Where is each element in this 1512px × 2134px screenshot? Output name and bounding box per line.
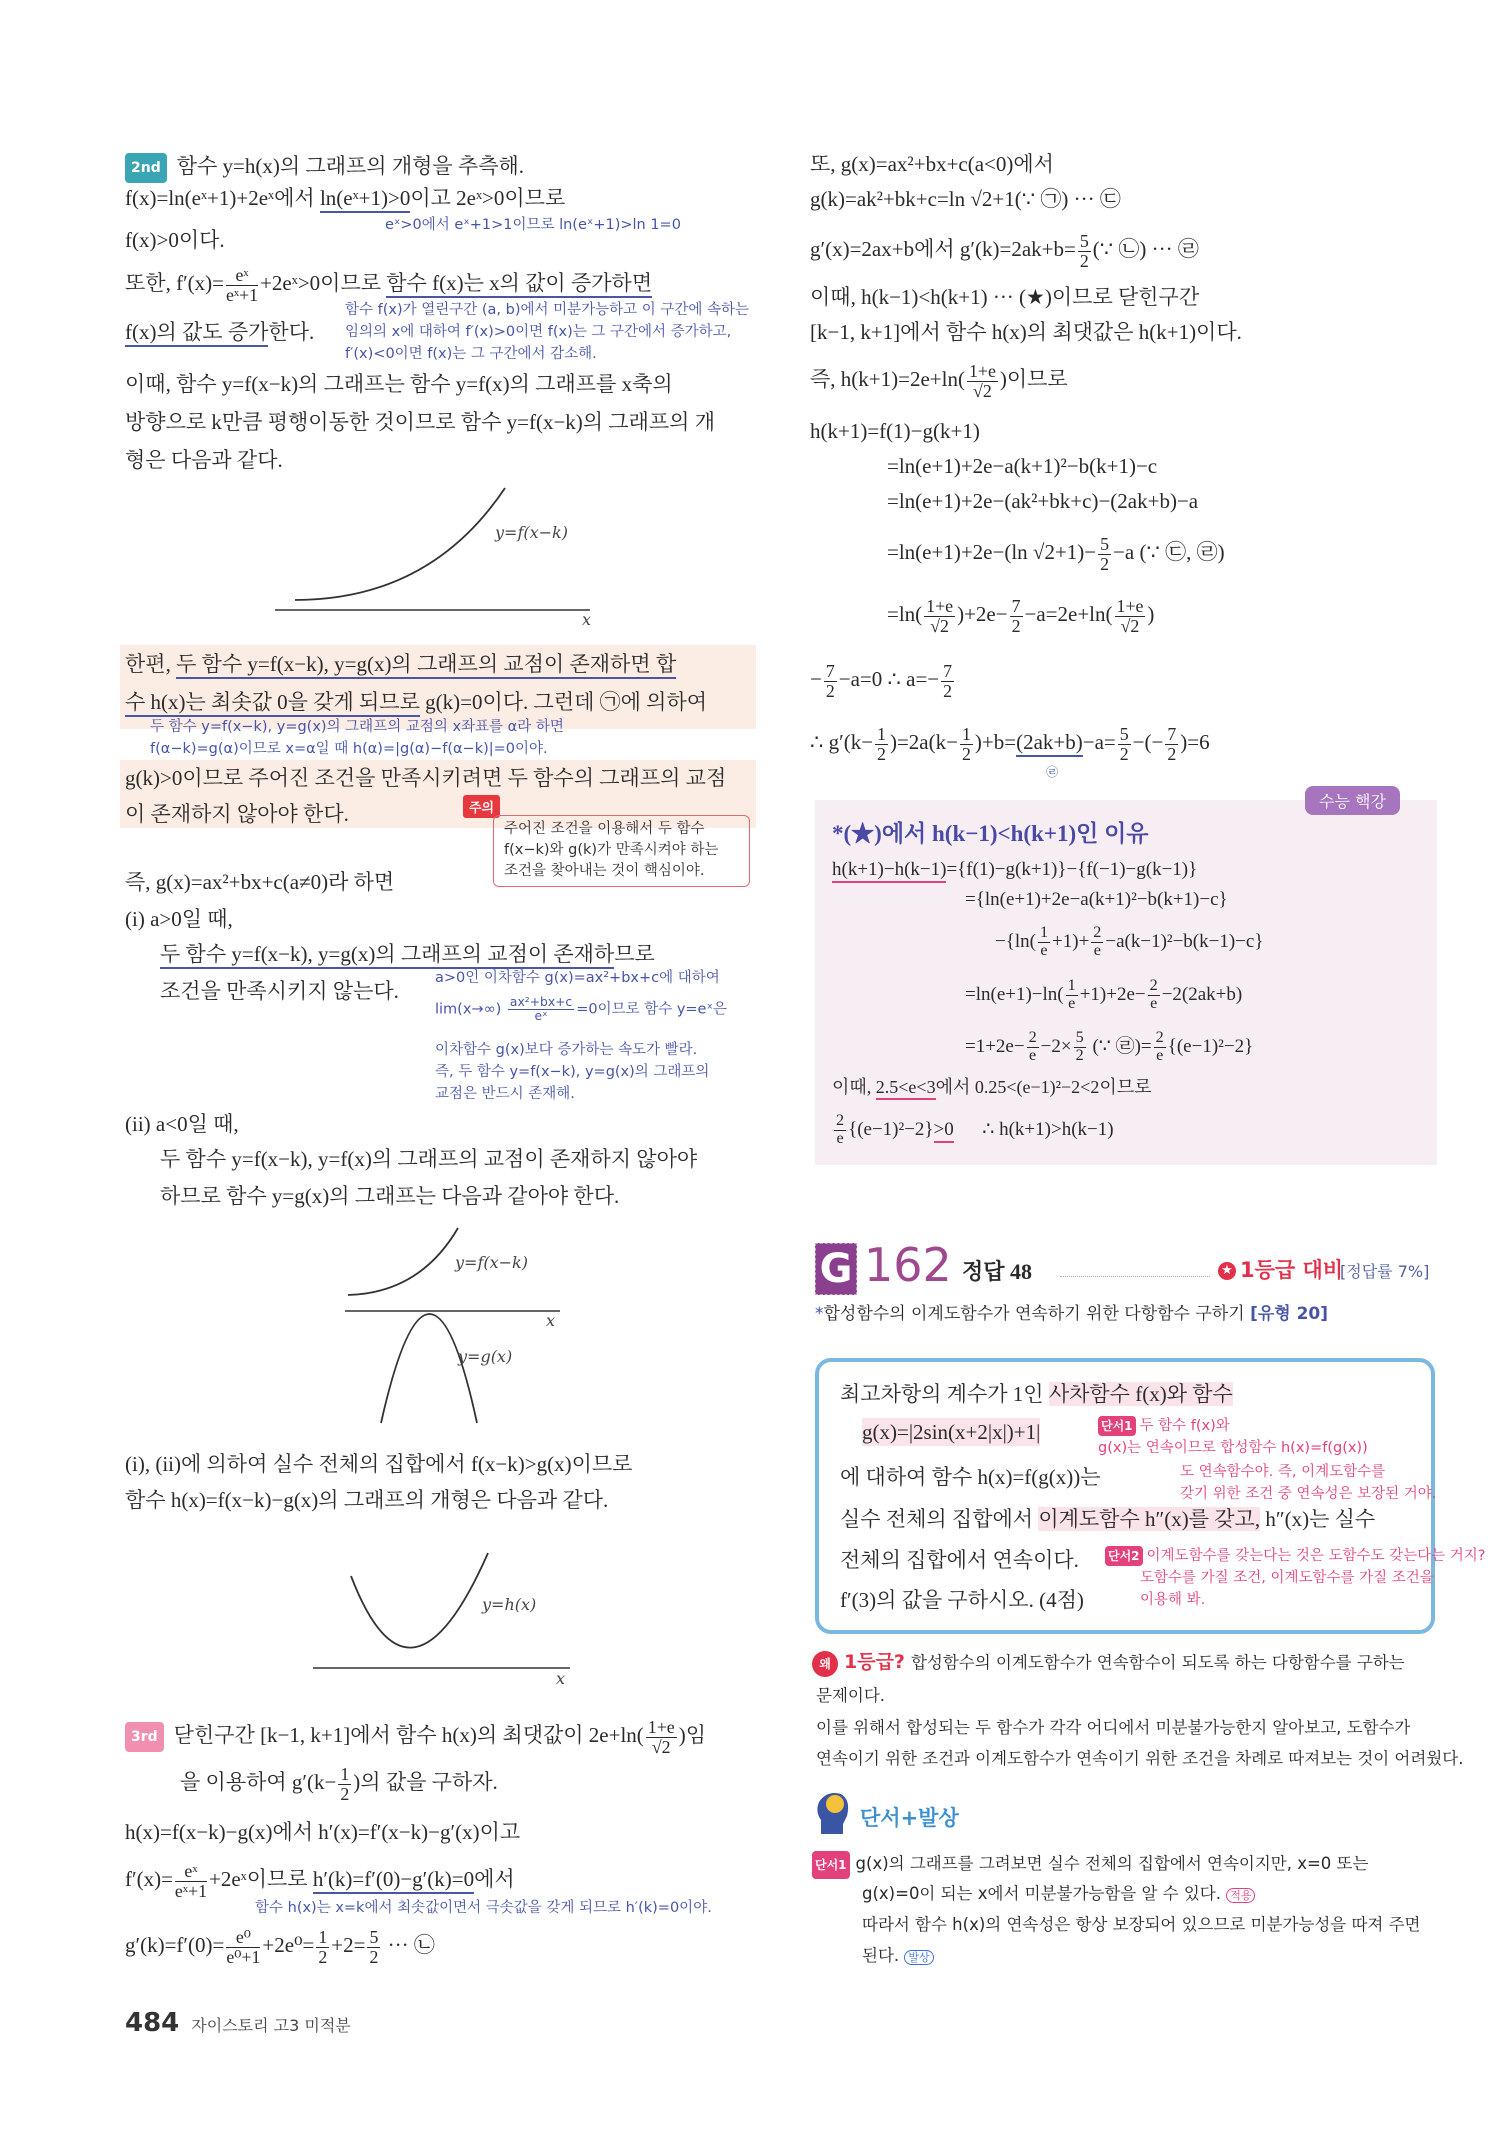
text-line: =ln(e+1)+2e−a(k+1)²−b(k+1)−c: [887, 454, 1158, 478]
level-text: 1등급 대비: [1240, 1258, 1344, 1282]
fraction: $\frac{5}{2}$: [1119, 724, 1129, 764]
text: ∴ h(k+1)>h(k−1): [953, 1118, 1114, 1140]
underlined-text: >0: [934, 1119, 954, 1143]
hint-line: [862, 1942, 934, 1972]
hint-title: 단서+발상: [860, 1806, 959, 1830]
fraction: $\frac{1+e}{√2}$: [926, 596, 954, 636]
text-line: [125, 688, 707, 716]
step2-title: 함수 y=h(x)의 그래프의 개형을 추측해.: [176, 154, 525, 178]
annotation-note: lim(x→∞) $\frac{\text{ax²+bx+c}}{\text{eˣ}}$ =0이므로 함수 y=eˣ은: [435, 995, 727, 1023]
text-line: 함수 h(x)=f(x−k)−g(x)의 그래프의 개형은 다음과 같다.: [125, 1488, 609, 1512]
annotation-note: 이차함수 g(x)보다 증가하는 속도가 빨라.: [435, 1042, 698, 1058]
hint-line: 따라서 함수 h(x)의 연속성은 항상 보장되어 있으므로 미분가능성을 따져 주면: [862, 1915, 1421, 1934]
fraction: $\frac{\text{e⁰}}{\text{e⁰+1}}$: [226, 1927, 261, 1967]
fraction: $\frac{2}{e}$: [1149, 977, 1158, 1012]
text-line: [k−1, k+1]에서 함수 h(x)의 최댓값은 h(k+1)이다.: [810, 320, 1242, 344]
text-line: =ln(e+1)+2e−(ak²+bk+c)−(2ak+b)−a: [887, 489, 1199, 513]
step3-title: 닫힌구간 [k−1, k+1]에서 함수 h(x)의 최댓값이 2e+ln( $\frac{1+e}{√2}$ )임: [173, 1717, 706, 1757]
why-line: 문제이다.: [816, 1686, 886, 1705]
underlined-text: 두 함수 y=f(x−k), y=g(x)의 그래프의 교점이 존재하면 합: [176, 652, 676, 679]
why-line: 연속이기 위한 조건과 이계도함수가 연속이기 위한 조건을 차례로 따져보는 것이 어려웠다.: [816, 1749, 1464, 1768]
problem-line: 에 대하여 함수 h(x)=f(g(x))는: [840, 1465, 1101, 1489]
problem-line: 전체의 집합에서 연속이다.: [840, 1548, 1079, 1572]
why-line: [812, 1648, 1405, 1677]
text-line: =ln(e+1)+2e−(ln √2+1)− $\frac{5}{2}$ −a (∵ ㉢, ㉣): [887, 534, 1225, 574]
text-line: =ln( $\frac{1+e}{√2}$ )+2e− $\frac{7}{2}$ −a=2e+ln( $\frac{1+e}{√2}$ ): [887, 596, 1155, 636]
step3-title-cont: 을 이용하여 g′(k− $\frac{1}{2}$ )의 값을 구하자.: [180, 1764, 498, 1804]
idea-stamp: 발상: [904, 1950, 933, 1965]
level-label: [1218, 1256, 1343, 1284]
text: ∴ g′(k− $\frac{1}{2}$ )=2a(k− $\frac{1}{2}$ )+b=: [810, 724, 1017, 764]
caution-tag: 주의: [463, 795, 500, 818]
why-text: 합성함수의 이계도함수가 연속함수이 되도록 하는 다항함수를 구하는: [910, 1653, 1405, 1672]
clue2-note: 이용해 봐.: [1140, 1592, 1206, 1608]
underlined-text: h′(k)=f′(0)−g′(k)=0: [313, 1867, 474, 1894]
hint-text: 된다.: [862, 1946, 900, 1965]
curve-label: y=f(x−k): [495, 523, 568, 542]
clue1-tag: 단서1: [1098, 1416, 1136, 1436]
tip-line: ={ln(e+1)+2e−a(k+1)²−b(k+1)−c}: [965, 889, 1228, 910]
text-line: 방향으로 k만큼 평행이동한 것이므로 함수 y=f(x−k)의 그래프의 개: [125, 410, 715, 434]
tip-badge: 수능 핵강: [1305, 786, 1400, 815]
text-line: 조건을 만족시키지 않는다.: [160, 979, 399, 1003]
text-line: 하므로 함수 y=g(x)의 그래프는 다음과 같아야 한다.: [160, 1184, 620, 1208]
curve-label: y=f(x−k): [455, 1253, 528, 1272]
text: 이고 2eˣ>0이므로: [410, 186, 566, 210]
caution-text: [494, 816, 749, 885]
dotted-leader: [1060, 1276, 1210, 1277]
text: ={f(1)−g(k+1)}−{f(−1)−g(k−1)}: [946, 859, 1198, 880]
step2-badge: 2nd: [125, 153, 167, 183]
asterisk-icon: *: [815, 1304, 824, 1324]
underlined-text: h(k+1)−h(k−1): [832, 859, 946, 883]
text-line: [160, 940, 655, 968]
tip-line: −{ln( $\frac{1}{e}$ +1)+ $\frac{2}{e}$ −a(k−1)²−b(k−1)−c}: [995, 924, 1264, 959]
fraction: $\frac{2}{e}$: [1093, 924, 1102, 959]
text: 이때,: [832, 1077, 876, 1097]
underlined-text: 수 h(x)는 최솟값 0을 갖게 되므로: [125, 690, 420, 717]
clue2-tag: 단서2: [1105, 1546, 1143, 1566]
tip-line: [832, 1073, 1152, 1101]
why-title: 1등급?: [844, 1651, 905, 1673]
fraction: $\frac{2}{e}$: [836, 1112, 845, 1147]
fraction: $\frac{5}{2}$: [1075, 1029, 1084, 1064]
text-line: h(k+1)=f(1)−g(k+1): [810, 419, 980, 443]
text: 최고차항의 계수가 1인: [840, 1382, 1049, 1406]
ref-mark: ㉣: [1046, 765, 1059, 780]
fraction: $\frac{7}{2}$: [1167, 724, 1177, 764]
hint-line: [812, 1850, 1368, 1879]
fraction: $\frac{5}{2}$: [1079, 231, 1089, 271]
text-line: [125, 318, 314, 346]
text-line: 형은 다음과 같다.: [125, 448, 283, 472]
correct-rate: [정답률 7%]: [1340, 1262, 1430, 1281]
why-icon: 왜: [812, 1651, 838, 1677]
caution-line: 주어진 조건을 이용해서 두 함수: [504, 821, 705, 837]
hint-line: [862, 1880, 1255, 1910]
caution-box: [493, 815, 750, 887]
subtitle-text: 합성함수의 이계도함수가 연속하기 위한 다항함수 구하기: [823, 1304, 1245, 1324]
text-line: 즉, h(k+1)=2e+ln( $\frac{1+e}{√2}$ )이므로: [810, 361, 1068, 401]
text-line: h(x)=f(x−k)−g(x)에서 h′(x)=f′(x−k)−g′(x)이고: [125, 1820, 521, 1844]
curve-f-shift: [295, 488, 505, 600]
text: h″(x)는 실수: [1260, 1507, 1376, 1531]
clue2-note: 도함수를 가질 조건, 이계도함수를 가질 조건을: [1140, 1570, 1434, 1586]
axis-label: x: [556, 1669, 566, 1688]
problem-letter: G: [815, 1243, 857, 1295]
annotation-note: eˣ>0에서 eˣ+1>1이므로 ln(eˣ+1)>ln 1=0: [385, 217, 681, 233]
tip-title: *(★)에서 h(k−1)<h(k+1)인 이유: [832, 821, 1149, 846]
text-line: − $\frac{7}{2}$ −a=0 ∴ a=− $\frac{7}{2}$: [810, 661, 953, 701]
underlined-text: [1016, 730, 1083, 780]
fraction: $\frac{7}{2}$: [825, 661, 835, 701]
text-line: g(k)=ak²+bk+c=ln √2+1(∵ ㉠) ··· ㉢: [810, 187, 1121, 211]
annotation-note: 교점은 반드시 존재해.: [435, 1086, 575, 1102]
text-line: 이때, h(k−1)<h(k+1) ··· (★)이므로 닫힌구간: [810, 285, 1200, 309]
tip-line: =ln(e+1)−ln( $\frac{1}{e}$ +1)+2e− $\frac{2}{e}$ −2(2ak+b): [965, 977, 1243, 1012]
star-icon: ★: [1218, 1262, 1236, 1280]
problem-number: 162: [864, 1238, 952, 1292]
clue1-note: 도 연속함수야. 즉, 이계도함수를: [1180, 1464, 1386, 1480]
text-line: [125, 184, 565, 212]
page-footer: [125, 2008, 351, 2038]
text: 므로: [614, 942, 655, 966]
problem-type: [유형 20]: [1250, 1304, 1329, 1324]
fraction: $\frac{1}{2}$: [318, 1927, 328, 1967]
text: f(x)=ln(eˣ+1)+2eˣ에서: [125, 186, 320, 210]
case-heading: (ii) a<0일 때,: [125, 1112, 239, 1136]
fraction: $\frac{1+e}{√2}$: [1116, 596, 1144, 636]
hint-tag: 단서1: [812, 1851, 850, 1879]
tip-line: [832, 856, 1197, 884]
text-line: (i), (ii)에 의하여 실수 전체의 집합에서 f(x−k)>g(x)이므로: [125, 1452, 633, 1476]
book-title: 자이스토리 고3 미적분: [191, 2016, 351, 2035]
axis-label: x: [546, 1311, 556, 1330]
tip-line: =1+2e− $\frac{2}{e}$ −2× $\frac{5}{2}$ (∵ ㉣)= $\frac{2}{e}$ {(e−1)²−2}: [965, 1029, 1254, 1064]
text: f′(x)= $\frac{\text{eˣ}}{\text{eˣ+1}}$ +2eˣ이므로: [125, 1861, 313, 1901]
problem-line: f′(3)의 값을 구하시오. (4점): [840, 1588, 1084, 1612]
annotation-note: f(α−k)=g(α)이므로 x=α일 때 h(α)=|g(α)−f(α−k)|=0이야.: [150, 741, 548, 757]
fraction: $\frac{2}{e}$: [1028, 1029, 1037, 1064]
curve-g: [381, 1314, 477, 1423]
fraction: $\frac{5}{2}$: [369, 1927, 379, 1967]
text-line: g(k)>0이므로 주어진 조건을 만족시키려면 두 함수의 그래프의 교점: [125, 766, 727, 790]
clue1-note: [1098, 1416, 1230, 1436]
text: 실수 전체의 집합에서: [840, 1507, 1039, 1531]
problem-line: [840, 1505, 1375, 1533]
text-line: g′(k)=f′(0)= $\frac{\text{e⁰}}{\text{e⁰+1}}$ +2e⁰= $\frac{1}{2}$ +2= $\frac{5}{2}$ ··· ㉡: [125, 1927, 435, 1967]
annotation-note: f′(x)<0이면 f(x)는 그 구간에서 감소해.: [345, 346, 597, 362]
text-line: [125, 266, 652, 305]
underlined-text: 함수 f(x)는 x의 값이 증가하면: [386, 271, 652, 298]
text-line: 두 함수 y=f(x−k), y=f(x)의 그래프의 교점이 존재하지 않아야: [160, 1147, 698, 1171]
text-line: f(x)>0이다.: [125, 228, 225, 252]
underlined-text: 2.5<e<3: [876, 1077, 936, 1100]
highlighted-text: 사차함수 f(x)와 함수: [1048, 1382, 1233, 1406]
fraction: $\frac{1}{e}$: [1039, 924, 1049, 959]
fraction: $\frac{5}{2}$: [1100, 534, 1110, 574]
text-line: 이 존재하지 않아야 한다.: [125, 802, 349, 826]
fraction: $\frac{1+e}{√2}$: [968, 361, 996, 401]
annotation-note: a>0인 이차함수 g(x)=ax²+bx+c에 대하여: [435, 970, 720, 986]
step3-heading: [125, 1718, 706, 1757]
text: 에서 0.25<(e−1)²−2<2이므로: [935, 1077, 1152, 1097]
step2-heading: [125, 152, 524, 183]
highlighted-text: 이계도함수 h″(x)를 갖고,: [1038, 1507, 1261, 1531]
text-line: 이때, 함수 y=f(x−k)의 그래프는 함수 y=f(x)의 그래프를 x축의: [125, 372, 673, 396]
text: 또한, f′(x)= $\frac{\text{eˣ}}{\text{eˣ+1}}$ +2eˣ>0이므로: [125, 265, 387, 305]
text-line: [810, 724, 1210, 780]
annotation-note: 함수 h(x)는 x=k에서 최솟값이면서 극솟값을 갖게 되므로 h′(k)=0이야.: [255, 1900, 712, 1916]
annotation-note: 임의의 x에 대하여 f′(x)>0이면 f(x)는 그 구간에서 증가하고,: [345, 324, 732, 340]
curve-label: y=g(x): [458, 1347, 513, 1366]
text-line: [125, 1862, 515, 1901]
tip-line: [832, 1113, 1114, 1148]
annotation-note: 즉, 두 함수 y=f(x−k), y=g(x)의 그래프의: [435, 1064, 710, 1080]
text: 한다.: [268, 320, 315, 344]
lightbulb-head-icon: [815, 1790, 851, 1836]
text: −a= $\frac{5}{2}$ −(− $\frac{7}{2}$ )=6: [1082, 724, 1210, 764]
fraction: $\frac{\text{ax²+bx+c}}{\text{eˣ}}$: [509, 995, 573, 1023]
apply-stamp: 적용: [1226, 1888, 1255, 1903]
fraction: $\frac{7}{2}$: [943, 661, 953, 701]
text: $\frac{2}{e}$ {(e−1)²−2}: [836, 1112, 934, 1147]
annotation-note: 두 함수 y=f(x−k), y=g(x)의 그래프의 교점의 x좌표를 α라 하면: [150, 719, 564, 735]
clue1-note: 갖기 위한 조건 중 연속성은 보장된 거야.: [1180, 1486, 1437, 1502]
fraction: $\frac{1}{e}$: [1067, 977, 1076, 1012]
underlined-text: f(x)의 값도 증가: [125, 320, 268, 347]
text: (2ak+b): [1016, 730, 1083, 755]
fraction: $\frac{2}{e}$: [1155, 1029, 1164, 1064]
fraction: $\frac{1}{2}$: [961, 724, 971, 764]
underlined-text: 두 함수 y=f(x−k), y=g(x)의 그래프의 교점이 존재하: [160, 942, 614, 969]
text: 에서: [474, 1867, 515, 1892]
text-line: g′(x)=2ax+b에서 g′(k)=2ak+b= $\frac{5}{2}$ (∵ ㉡) ··· ㉣: [810, 231, 1199, 271]
axis-label: x: [582, 610, 592, 629]
problem-subtitle: [815, 1300, 1328, 1328]
problem-line: g(x)=|2sin(x+2|x|)+1|: [862, 1420, 1041, 1444]
annotation-note: 함수 f(x)가 열린구간 (a, b)에서 미분가능하고 이 구간에 속하는: [345, 302, 750, 318]
why-line: 이를 위해서 합성되는 두 함수가 각각 어디에서 미분불가능한지 알아보고, 도함수가: [816, 1718, 1411, 1737]
text: g(k)=0이다. 그런데 ㉠에 의하여: [419, 690, 708, 714]
fraction: $\frac{\text{eˣ}}{\text{eˣ+1}}$: [174, 1861, 207, 1901]
curve-label: y=h(x): [482, 1595, 537, 1614]
curve-f-shift: [348, 1228, 458, 1295]
fraction: $\frac{\text{eˣ}}{\text{eˣ+1}}$: [226, 265, 259, 305]
fraction: $\frac{7}{2}$: [1011, 596, 1021, 636]
case-heading: (i) a>0일 때,: [125, 907, 233, 931]
clue1-note: g(x)는 연속이므로 합성함수 h(x)=f(g(x)): [1098, 1440, 1368, 1456]
text-line: 또, g(x)=ax²+bx+c(a<0)에서: [810, 152, 1054, 176]
step3-badge: 3rd: [125, 1722, 164, 1752]
caution-line: 조건을 찾아내는 것이 핵심이야.: [504, 863, 705, 879]
clue2-note: [1105, 1546, 1485, 1566]
text-line: [125, 650, 676, 678]
hint-text: g(x)의 그래프를 그려보면 실수 전체의 집합에서 연속이지만, x=0 또는: [855, 1854, 1369, 1873]
clue-text: 두 함수 f(x)와: [1139, 1418, 1230, 1434]
problem-line: [840, 1380, 1233, 1408]
answer-label: 정답 48: [962, 1259, 1033, 1284]
caution-line: f(x−k)와 g(k)가 만족시켜야 하는: [504, 842, 719, 858]
fraction: $\frac{1}{2}$: [877, 724, 886, 764]
clue-text: 이계도함수를 갖는다는 것은 도함수도 갖는다는 거지?: [1146, 1548, 1486, 1564]
text: 한편,: [125, 652, 177, 676]
curve-h: [351, 1553, 488, 1648]
page-number: 484: [125, 2008, 180, 2038]
underlined-text: ln(eˣ+1)>0: [320, 186, 410, 213]
text-line: 즉, g(x)=ax²+bx+c(a≠0)라 하면: [125, 870, 395, 894]
fraction: $\frac{1+e}{√2}$: [647, 1717, 675, 1757]
hint-text: g(x)=0이 되는 x에서 미분불가능함을 알 수 있다.: [862, 1884, 1221, 1903]
fraction: $\frac{1}{2}$: [340, 1764, 350, 1804]
